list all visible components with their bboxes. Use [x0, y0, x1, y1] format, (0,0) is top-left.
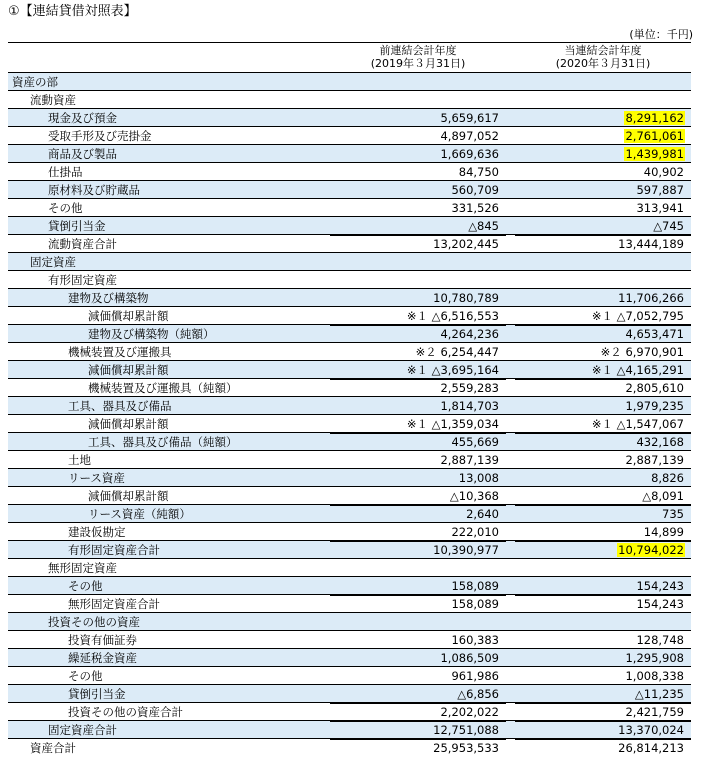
row-label: 商品及び製品 [48, 147, 117, 161]
row-label: 有形固定資産合計 [68, 543, 160, 557]
curr-value: ※１ △7,052,795 [591, 309, 684, 323]
curr-value-cell [515, 487, 685, 505]
prev-value-cell [330, 631, 500, 649]
prev-value-cell [330, 577, 500, 595]
row-label: 投資有価証券 [68, 633, 137, 647]
row-label: 資産の部 [12, 75, 58, 89]
highlighted-curr-value: 10,794,022 [618, 543, 684, 557]
curr-value: 11,706,266 [618, 291, 684, 305]
prev-value: 222,010 [451, 525, 499, 539]
prev-value-cell [330, 271, 500, 289]
curr-value: 1,979,235 [625, 399, 684, 413]
prev-value-cell [330, 685, 500, 703]
page-title: ①【連結貸借対照表】 [8, 4, 137, 19]
row-label: 建設仮勘定 [68, 525, 126, 539]
curr-value-cell [515, 631, 685, 649]
curr-value-cell [515, 451, 685, 469]
row-label: 資産合計 [30, 741, 76, 755]
table-row [8, 432, 691, 450]
prev-value-cell [330, 217, 500, 235]
prev-value: 1,086,509 [440, 651, 499, 665]
curr-value: 40,902 [643, 165, 684, 179]
table-row [8, 324, 691, 342]
curr-value: 313,941 [636, 201, 684, 215]
prev-value: ※１ △3,695,164 [406, 363, 499, 377]
curr-value-cell [515, 721, 685, 739]
curr-value-cell [515, 433, 685, 451]
curr-value: 128,748 [636, 633, 684, 647]
row-label: 土地 [68, 453, 91, 467]
table-row [8, 702, 691, 720]
prev-value: 10,780,789 [433, 291, 499, 305]
row-label: 仕掛品 [48, 165, 83, 179]
curr-value-cell [515, 613, 685, 631]
curr-value: 2,887,139 [625, 453, 684, 467]
prev-value-cell [330, 343, 500, 361]
prev-value-cell [330, 433, 500, 451]
prev-value: 2,887,139 [440, 453, 499, 467]
prev-value: ※１ △1,359,034 [406, 417, 499, 431]
curr-value: ※２ 6,970,901 [600, 345, 684, 359]
table-row [8, 666, 691, 684]
prev-value: 25,953,533 [433, 741, 499, 755]
row-label: 減価償却累計額 [88, 489, 169, 503]
curr-value-cell [515, 325, 685, 343]
curr-value-cell [515, 163, 685, 181]
prev-value-cell [330, 127, 500, 145]
curr-value-cell [515, 91, 685, 109]
prev-value [498, 93, 500, 107]
prev-value: 1,669,636 [440, 147, 499, 161]
prev-value: 4,897,052 [440, 129, 499, 143]
curr-value [683, 93, 685, 107]
curr-value-cell [515, 343, 685, 361]
row-label: 工具、器具及び備品（純額） [88, 435, 238, 449]
curr-value-cell [515, 685, 685, 703]
prev-value [498, 255, 500, 269]
table-row [8, 396, 691, 414]
curr-value-cell [515, 217, 685, 235]
table-row [8, 198, 691, 216]
prev-value-cell [330, 613, 500, 631]
unit-label: (単位：千円) [629, 28, 693, 41]
curr-value: 154,243 [636, 579, 684, 593]
table-row [8, 450, 691, 468]
prev-value-cell [330, 541, 500, 559]
table-header [8, 42, 691, 72]
curr-value-cell [515, 469, 685, 487]
curr-value-cell [515, 397, 685, 415]
row-label: 繰延税金資産 [68, 651, 137, 665]
highlighted-curr-value: 8,291,162 [625, 111, 684, 125]
curr-value [683, 561, 685, 575]
table-row [8, 306, 691, 324]
table-row [8, 216, 691, 234]
table-row [8, 360, 691, 378]
curr-value: 14,899 [643, 525, 684, 539]
curr-value-cell [515, 307, 685, 325]
prev-value-cell [330, 253, 500, 271]
prev-value-cell [330, 649, 500, 667]
curr-value-cell [515, 541, 685, 559]
prev-value-cell [330, 595, 500, 613]
curr-value-cell [515, 109, 685, 127]
curr-period-title: 当連結会計年度 [564, 44, 642, 57]
prev-period-header [330, 44, 506, 70]
balance-sheet-table [8, 72, 691, 756]
prev-value-cell [330, 325, 500, 343]
curr-value: 8,826 [651, 471, 684, 485]
row-label: 減価償却累計額 [88, 309, 169, 323]
row-label: その他 [68, 579, 103, 593]
curr-value: 597,887 [636, 183, 684, 197]
prev-value-cell [330, 379, 500, 397]
curr-value: 2,421,759 [625, 705, 684, 719]
prev-value-cell [330, 469, 500, 487]
table-row [8, 630, 691, 648]
prev-value-cell [330, 163, 500, 181]
table-row [8, 180, 691, 198]
prev-value: ※２ 6,254,447 [415, 345, 499, 359]
prev-period-title: 前連結会計年度 [379, 44, 457, 57]
curr-value: △745 [653, 219, 684, 233]
row-label: その他 [48, 201, 83, 215]
prev-value-cell [330, 181, 500, 199]
curr-value: △11,235 [634, 687, 684, 701]
table-row [8, 540, 691, 558]
row-label: 無形固定資産 [48, 561, 117, 575]
row-label: その他 [68, 669, 103, 683]
row-label: 受取手形及び売掛金 [48, 129, 152, 143]
table-row [8, 270, 691, 288]
curr-value-cell [515, 703, 685, 721]
row-label: 建物及び構築物（純額） [88, 327, 215, 341]
prev-value: 158,089 [451, 597, 499, 611]
table-row [8, 108, 691, 126]
curr-value-cell [515, 271, 685, 289]
prev-value-cell [330, 109, 500, 127]
row-label: 現金及び預金 [48, 111, 117, 125]
row-label: 投資その他の資産合計 [68, 705, 183, 719]
table-row [8, 414, 691, 432]
table-row [8, 738, 691, 756]
curr-value: 735 [662, 507, 684, 521]
prev-value: 13,008 [458, 471, 499, 485]
prev-value [498, 615, 500, 629]
row-label: 工具、器具及び備品 [68, 399, 172, 413]
prev-value-cell [330, 91, 500, 109]
row-label: 機械装置及び運搬具 [68, 345, 172, 359]
table-row [8, 342, 691, 360]
prev-value: 158,089 [451, 579, 499, 593]
prev-value: 10,390,977 [433, 543, 499, 557]
table-row [8, 234, 691, 252]
prev-value: 5,659,617 [440, 111, 499, 125]
prev-period-date: (2019年３月31日) [370, 57, 466, 70]
table-row [8, 648, 691, 666]
prev-value-cell [330, 73, 500, 91]
prev-value: △6,856 [457, 687, 499, 701]
curr-value-cell [515, 127, 685, 145]
curr-value-cell [515, 379, 685, 397]
prev-value: 2,559,283 [440, 381, 499, 395]
curr-value: △8,091 [642, 489, 684, 503]
prev-value-cell [330, 415, 500, 433]
curr-value: 13,370,024 [618, 723, 684, 737]
row-label: 建物及び構築物 [68, 291, 149, 305]
table-row [8, 126, 691, 144]
prev-value: 160,383 [451, 633, 499, 647]
curr-value-cell [515, 523, 685, 541]
table-row [8, 72, 691, 90]
table-row [8, 288, 691, 306]
prev-value: 560,709 [451, 183, 499, 197]
curr-value-cell [515, 739, 685, 757]
prev-value: ※１ △6,516,553 [406, 309, 499, 323]
table-row [8, 252, 691, 270]
curr-value: ※１ △1,547,067 [591, 417, 684, 431]
highlighted-curr-value: 2,761,061 [625, 129, 684, 143]
curr-value-cell [515, 505, 685, 523]
prev-value-cell [330, 559, 500, 577]
prev-value-cell [330, 451, 500, 469]
curr-value-cell [515, 181, 685, 199]
curr-value: 1,295,908 [625, 651, 684, 665]
prev-value-cell [330, 703, 500, 721]
curr-value-cell [515, 559, 685, 577]
prev-value-cell [330, 289, 500, 307]
table-row [8, 684, 691, 702]
prev-value: △845 [468, 219, 499, 233]
curr-value [683, 255, 685, 269]
row-label: 固定資産合計 [48, 723, 117, 737]
row-label: 貸倒引当金 [68, 687, 126, 701]
curr-value: 13,444,189 [618, 237, 684, 251]
prev-value-cell [330, 523, 500, 541]
prev-value [498, 561, 500, 575]
table-row [8, 162, 691, 180]
row-label: 有形固定資産 [48, 273, 117, 287]
prev-value-cell [330, 505, 500, 523]
prev-value-cell [330, 199, 500, 217]
row-label: 流動資産合計 [48, 237, 117, 251]
curr-value-cell [515, 235, 685, 253]
prev-value: 13,202,445 [433, 237, 499, 251]
curr-value [683, 273, 685, 287]
prev-value-cell [330, 721, 500, 739]
prev-value: △10,368 [449, 489, 499, 503]
curr-value-cell [515, 595, 685, 613]
table-row [8, 594, 691, 612]
row-label: 投資その他の資産 [48, 615, 140, 629]
prev-value-cell [330, 397, 500, 415]
curr-value: 4,653,471 [625, 327, 684, 341]
curr-value-cell [515, 289, 685, 307]
curr-value-cell [515, 199, 685, 217]
table-row [8, 720, 691, 738]
table-row [8, 576, 691, 594]
prev-value-cell [330, 487, 500, 505]
prev-value [498, 273, 500, 287]
table-row [8, 144, 691, 162]
curr-value: 154,243 [636, 597, 684, 611]
table-row [8, 378, 691, 396]
row-label: 原材料及び貯蔵品 [48, 183, 140, 197]
curr-value: 1,008,338 [625, 669, 684, 683]
prev-value-cell [330, 235, 500, 253]
row-label: 減価償却累計額 [88, 363, 169, 377]
prev-value-cell [330, 667, 500, 685]
prev-value-cell [330, 307, 500, 325]
prev-value-cell [330, 361, 500, 379]
curr-value [683, 75, 685, 89]
curr-value: 432,168 [636, 435, 684, 449]
row-label: 減価償却累計額 [88, 417, 169, 431]
table-row [8, 90, 691, 108]
curr-value-cell [515, 73, 685, 91]
curr-value-cell [515, 415, 685, 433]
prev-value: 2,640 [466, 507, 499, 521]
table-row [8, 486, 691, 504]
prev-value: 961,986 [451, 669, 499, 683]
row-label: リース資産（純額） [88, 507, 191, 521]
prev-value [498, 75, 500, 89]
table-row [8, 522, 691, 540]
curr-value-cell [515, 649, 685, 667]
table-row [8, 612, 691, 630]
prev-value: 4,264,236 [440, 327, 499, 341]
curr-value-cell [515, 361, 685, 379]
row-label: 貸倒引当金 [48, 219, 106, 233]
curr-value-cell [515, 253, 685, 271]
row-label: 流動資産 [30, 93, 76, 107]
curr-period-header [515, 44, 691, 70]
row-label: 機械装置及び運搬具（純額） [88, 381, 238, 395]
curr-value: 26,814,213 [618, 741, 684, 755]
table-row [8, 558, 691, 576]
prev-value: 2,202,022 [440, 705, 499, 719]
curr-value-cell [515, 145, 685, 163]
curr-value: 2,805,610 [625, 381, 684, 395]
table-row [8, 468, 691, 486]
prev-value-cell [330, 145, 500, 163]
table-row [8, 504, 691, 522]
row-label: 無形固定資産合計 [68, 597, 160, 611]
curr-value-cell [515, 667, 685, 685]
curr-value [683, 615, 685, 629]
prev-value: 455,669 [451, 435, 499, 449]
highlighted-curr-value: 1,439,981 [625, 147, 684, 161]
row-label: リース資産 [68, 471, 125, 485]
prev-value: 331,526 [451, 201, 499, 215]
curr-value: ※１ △4,165,291 [591, 363, 684, 377]
prev-value: 1,814,703 [440, 399, 499, 413]
row-label: 固定資産 [30, 255, 76, 269]
prev-value: 84,750 [458, 165, 499, 179]
prev-value-cell [330, 739, 500, 757]
curr-value-cell [515, 577, 685, 595]
curr-period-date: (2020年３月31日) [555, 57, 651, 70]
prev-value: 12,751,088 [433, 723, 499, 737]
